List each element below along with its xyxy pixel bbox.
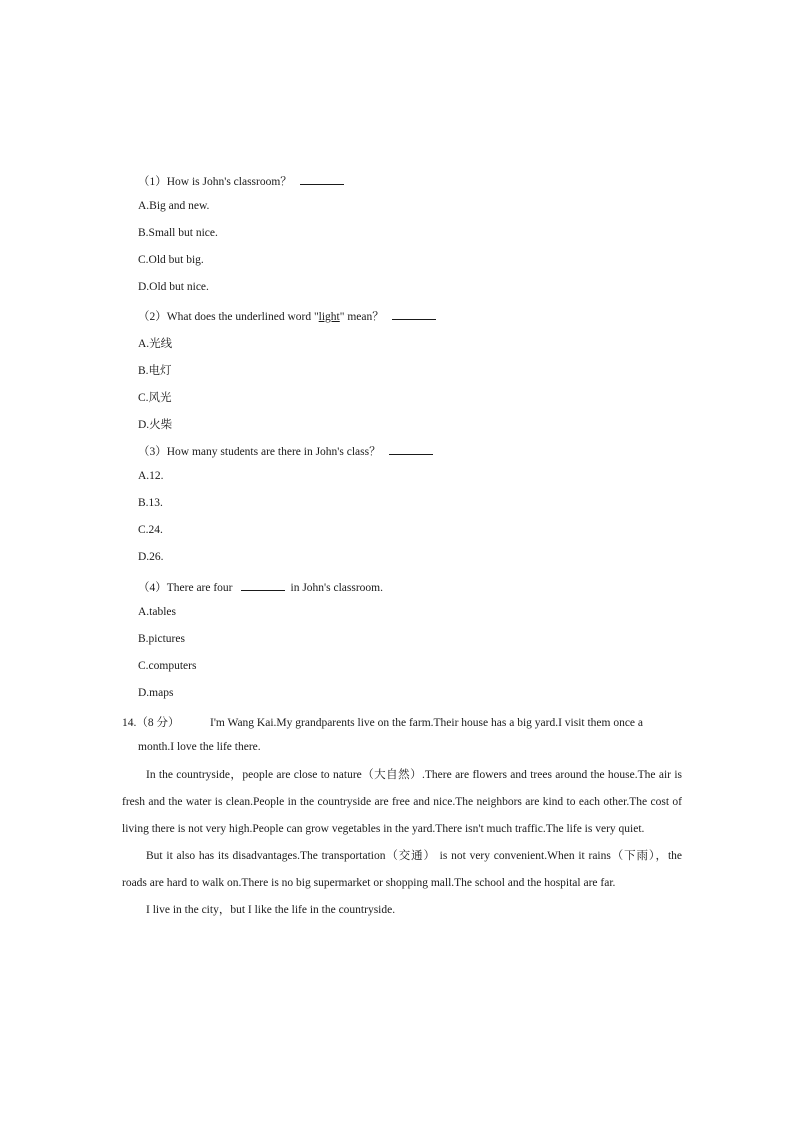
question-3-text: （3）How many students are there in John's class？ (138, 446, 381, 458)
question-4-stem (138, 579, 383, 595)
option: C.风光 (138, 392, 172, 404)
question-1-text: （1）How is John's classroom？ (138, 176, 292, 188)
question-14-intro-line1: I'm Wang Kai.My grandparents live on the farm.Their house has a big yard.I visit them once a (210, 717, 644, 729)
passage-paragraph-1: In the countryside，people are close to nature（大自然）.There are flowers and trees around the house.The air is fresh and the water is clean.People in the countryside are free and nice.The neighbors are kind to each other.The cost of living there is not very high.People can grow vegetables in the yard.There isn't much traffic.The life is very quiet. (122, 769, 682, 835)
option: B.13. (138, 497, 163, 509)
option: A.Big and new. (138, 200, 210, 212)
option: C.computers (138, 660, 197, 672)
option: C.24. (138, 524, 163, 536)
question-14-intro-line2: month.I love the life there. (138, 741, 261, 753)
underlined-word: light (318, 311, 340, 323)
answer-blank (392, 309, 436, 320)
option: D.26. (138, 551, 164, 563)
answer-blank (389, 444, 433, 455)
question-3-stem (138, 443, 433, 459)
question-14-header (122, 714, 643, 730)
option: D.maps (138, 687, 174, 699)
option: A.tables (138, 606, 177, 618)
option: D.火柴 (138, 419, 173, 431)
question-4-text-suffix: in John's classroom. (290, 582, 383, 594)
option: C.Old but big. (138, 254, 204, 266)
answer-blank (241, 580, 285, 591)
option: B.电灯 (138, 365, 172, 377)
question-14-number: 14.（8 分） (122, 717, 180, 729)
question-1-stem (138, 173, 344, 189)
passage (122, 762, 682, 924)
question-4-text-prefix: （4）There are four (138, 582, 233, 594)
option: A.12. (138, 470, 164, 482)
option: D.Old but nice. (138, 281, 209, 293)
option: A.光线 (138, 338, 173, 350)
passage-paragraph-2: But it also has its disadvantages.The transportation（交通） is not very convenient.When it rains（下雨），the roads are hard to walk on.There is no big supermarket or shopping mall.The school and the hospital are far. (122, 850, 682, 889)
option: B.Small but nice. (138, 227, 218, 239)
question-2-text-suffix: " mean？ (339, 311, 384, 323)
answer-blank (300, 174, 344, 185)
option: B.pictures (138, 633, 185, 645)
question-2-text-prefix: （2）What does the underlined word " (138, 311, 319, 323)
passage-paragraph-3: I live in the city，but I like the life in the countryside. (146, 904, 396, 916)
question-2-stem (138, 308, 436, 324)
